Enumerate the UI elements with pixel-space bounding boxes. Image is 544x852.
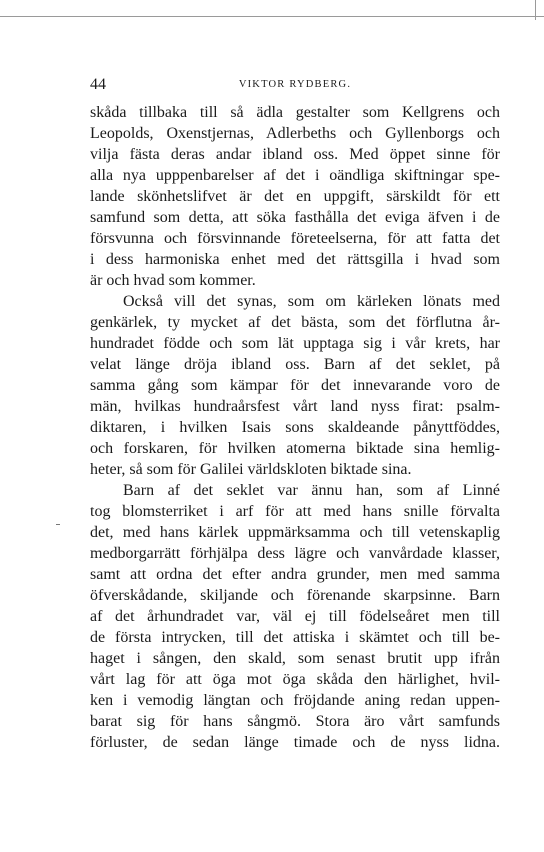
- text-line: tog blomsterriket i arf för att med hans snille förvalta: [90, 503, 500, 520]
- text-line: Leopolds, Oxenstjernas, Adlerbeths och Gyllenborgs och: [90, 125, 500, 142]
- text-line: Barn af det seklet var ännu han, som af Linné: [123, 482, 500, 499]
- text-line: försvunna och försvinnande företeelserna, för att fatta det: [90, 230, 500, 247]
- text-line: förluster, de sedan länge timade och de nyss lidna.: [90, 734, 500, 751]
- text-line: genkärlek, ty mycket af det bästa, som det förflutna år-: [90, 314, 500, 331]
- text-line: hundradet födde och som lät upptaga sig i vår krets, har: [90, 335, 500, 352]
- text-line: skåda tillbaka till så ädla gestalter som Kellgrens och: [90, 104, 500, 121]
- text-line: lande skönhetslifvet är det en uppgift, särskildt för ett: [90, 188, 500, 205]
- page-corner-mark: [535, 0, 536, 20]
- text-line: de första intrycken, till det attiska i skämtet och till be-: [90, 629, 500, 646]
- top-page-rule: [0, 16, 544, 17]
- text-line: män, hvilkas hundraårsfest vårt land nyss firat: psalm-: [90, 398, 500, 415]
- text-line: ken i vemodig längtan och fröjdande aning redan uppen-: [90, 692, 500, 709]
- text-line: det, med hans kärlek uppmärksamma och till vetenskaplig: [90, 524, 500, 541]
- text-line: Också vill det synas, som om kärleken lönats med: [123, 293, 500, 310]
- text-line: samfund som detta, att söka fasthålla det eviga äfven i de: [90, 209, 500, 226]
- text-line: i dess harmoniska enhet med det rättsgilla i hvad som: [90, 251, 500, 268]
- text-line: medborgarrätt förhjälpa dess lägre och vanvårdade klasser,: [90, 545, 500, 562]
- text-line: vårt lag för att öga mot öga skåda den härlighet, hvil-: [90, 671, 500, 688]
- running-title: VIKTOR RYDBERG.: [238, 79, 352, 90]
- margin-mark: [56, 524, 60, 525]
- text-line: öfverskådande, skiljande och förenande skarpsinne. Barn: [90, 587, 500, 604]
- text-line: diktaren, i hvilken Isais sons skaldeande pånyttföddes,: [90, 419, 500, 436]
- text-line: vilja fästa deras andar ibland oss. Med öppet sinne för: [90, 146, 500, 163]
- text-line: barat sig för hans sångmö. Stora äro vårt samfunds: [90, 713, 500, 730]
- page-number: 44: [90, 76, 106, 93]
- text-line: samma gång som kämpar för det innevarande voro de: [90, 377, 500, 394]
- text-line: af det århundradet var, väl ej till födelseåret men till: [90, 608, 500, 625]
- text-line: heter, så som för Galilei världskloten biktade sina.: [90, 461, 412, 478]
- text-line: och forskaren, för hvilken atomerna biktade sina hemlig-: [90, 440, 500, 457]
- text-line: haget i sången, den skald, som senast brutit upp ifrån: [90, 650, 500, 667]
- body-text: [90, 102, 500, 753]
- page-header: [90, 76, 500, 92]
- text-line: alla nya upppenbarelser af det i oändliga skiftningar spe-: [90, 167, 500, 184]
- text-line: samt att ordna det efter andra grunder, men med samma: [90, 566, 500, 583]
- text-line: velat länge dröja ibland oss. Barn af det seklet, på: [90, 356, 500, 373]
- text-line: är och hvad som kommer.: [90, 272, 256, 289]
